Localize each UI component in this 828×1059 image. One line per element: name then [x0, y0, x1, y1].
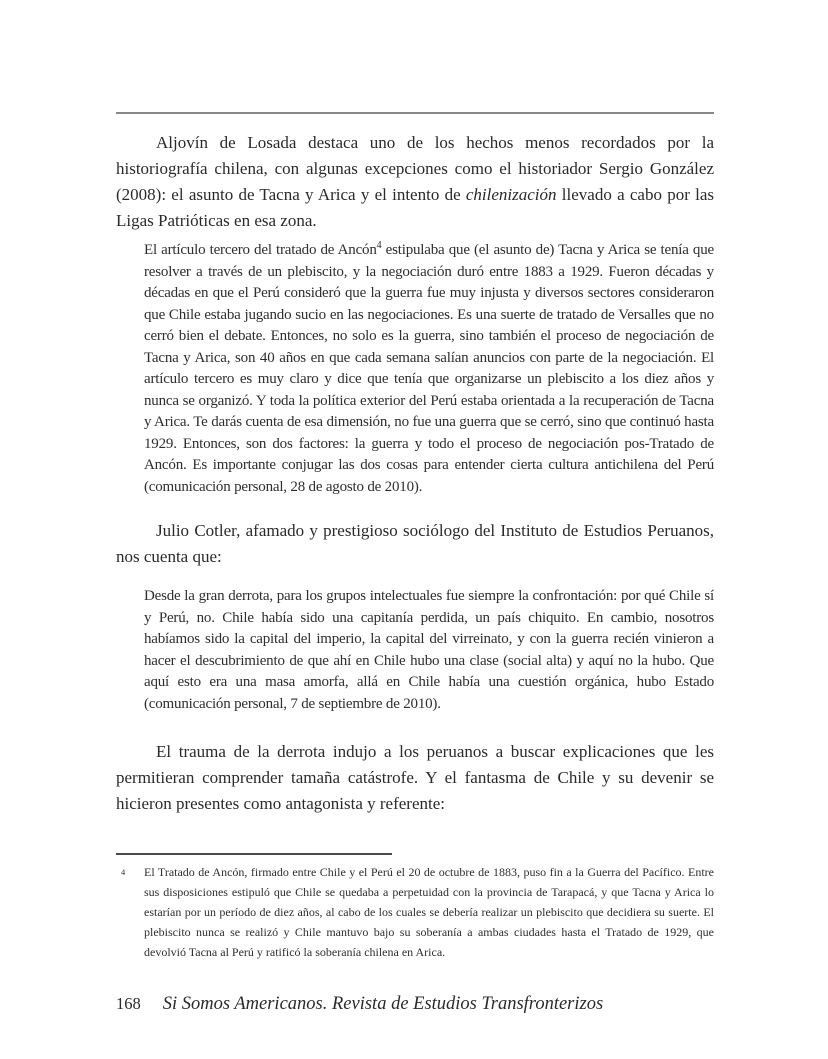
paragraph-cotler: Julio Cotler, afamado y prestigioso sociólogo del Instituto de Estudios Peruanos, nos cuenta que: [116, 521, 714, 566]
page-footer [116, 994, 603, 1015]
footnote-marker: 4 [121, 867, 126, 877]
paragraph-aljovin [116, 130, 714, 234]
footnote-separator-rule [116, 853, 392, 855]
footnote [116, 862, 714, 962]
text-column [116, 130, 714, 817]
footnote-reference: 4 [376, 240, 382, 251]
quote-text: El artículo tercero del tratado de Ancón [144, 242, 377, 258]
italic-term-chilenizacion: chilenización [465, 185, 557, 204]
page-number: 168 [116, 994, 141, 1013]
paragraph-trauma: El trauma de la derrota indujo a los peruanos a buscar explicaciones que les permitieran comprender tamaña catástrofe. Y el fantasma de Chile y su devenir se hicieron presentes como antagonista y referente: [116, 742, 714, 813]
block-quote-interview-2: Desde la gran derrota, para los grupos intelectuales fue siempre la confrontación: por qué Chile sí y Perú, no. Chile había sido una capitanía perdida, un país chiquito. En cambio, nosotros habíamos sido la capital del imperio, la capital del virreinato, y con la guerra recién vinieron a hacer el descubrimiento de que ahí en Chile hubo una clase (social alta) y aquí no la hubo. Que aquí esto era una masa amorfa, allá en Chile había una cuestión orgánica, hubo Estado (comunicación personal, 7 de septiembre de 2010). [144, 588, 714, 712]
journal-title: Si Somos Americanos. Revista de Estudios Transfronterizos [162, 994, 604, 1014]
paragraph-text: Aljovín de Losada destaca uno de los hechos menos recordados por la historiografía chilena, con algunas excepciones como el historiador Sergio González (2008): el asunto de Tacna y Arica y el intento de [116, 133, 714, 204]
footnote-text: El Tratado de Ancón, firmado entre Chile y el Perú el 20 de octubre de 1883, puso fin a la Guerra del Pacífico. Entre sus disposiciones estipuló que Chile se quedaba a perpetuidad con la provincia de Tarapacá, y que Tacna y Arica lo estarían por un período de diez años, al cabo de los cuales se debería realizar un plebiscito que decidiera su suerte. El plebiscito nunca se realizó y Chile mantuvo bajo su soberanía a ambas ciudades hasta el Tratado de 1929, que devolvió Tacna al Perú y ratificó la soberanía chilena en Arica. [144, 865, 714, 959]
paragraph-text: llevado a cabo por las Ligas Patrióticas en esa zona. [116, 185, 714, 230]
header-rule [116, 112, 714, 114]
footnote-area [116, 853, 714, 962]
block-quote-interview-1 [144, 240, 714, 498]
quote-text: estipulaba que (el asunto de) Tacna y Arica se tenía que resolver a través de un plebiscito, y la negociación duró entre 1883 a 1929. Fueron décadas y décadas en que el Perú consideró que la guerra fue muy injusta y diversos sectores consideraron que Chile estaba jugando sucio en las negociaciones. Es una suerte de tratado de Versalles que no cerró bien el debate. Entonces, no solo es la guerra, sino también el proceso de negociación de Tacna y Arica, son 40 años en que cada semana salían anuncios con parte de la negociación. El artículo tercero es muy claro y dice que tenía que organizarse un plebiscito a los diez años y nunca se organizó. Y toda la política exterior del Perú estaba orientada a la recuperación de Tacna y Arica. Te darás cuenta de esa dimensión, no fue una guerra que se cerró, sino que continuó hasta 1929. Entonces, son dos factores: la guerra y todo el proceso de negociación pos-Tratado de Ancón. Es importante conjugar las dos cosas para entender cierta cultura antichilena del Perú (comunicación personal, 28 de agosto de 2010). [144, 242, 714, 495]
